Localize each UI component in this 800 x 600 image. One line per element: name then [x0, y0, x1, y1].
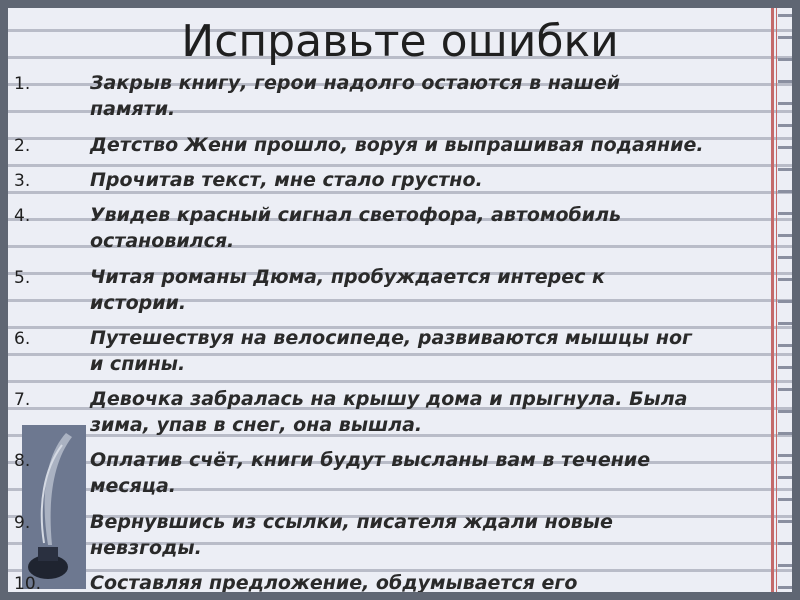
item-number: 2.: [14, 136, 31, 156]
item-line: Путешествуя на велосипеде, развиваются мышцы ног: [90, 327, 692, 349]
slide-title: Исправьте ошибки: [181, 16, 619, 67]
item-line: и спины.: [90, 353, 186, 375]
item-number: 10.: [14, 574, 42, 592]
item-line: Составляя предложение, обдумывается его: [90, 572, 578, 592]
item-line: месяца.: [90, 475, 177, 497]
item-line: истории.: [90, 292, 187, 314]
item-number: 7.: [14, 390, 31, 410]
quill-inkwell-icon: [22, 425, 86, 589]
item-line: Закрыв книгу, герои надолго остаются в нашей: [90, 72, 621, 94]
item-line: невзгоды.: [90, 537, 202, 559]
item-line: Оплатив счёт, книги будут высланы вам в течение: [90, 449, 651, 471]
item-line: Девочка забралась на крышу дома и прыгнула. Была: [90, 388, 688, 410]
item-line: остановился.: [90, 230, 235, 252]
item-number: 6.: [14, 329, 31, 349]
item-line: Детство Жени прошло, воруя и выпрашивая подаяние.: [90, 134, 704, 156]
item-number: 8.: [14, 451, 31, 471]
binding-dots: [778, 8, 792, 592]
item-line: зима, упав в снег, она вышла.: [90, 414, 423, 436]
item-line: Читая романы Дюма, пробуждается интерес к: [90, 266, 605, 288]
item-number: 3.: [14, 171, 31, 191]
item-number: 5.: [14, 268, 31, 288]
slide: [8, 8, 792, 592]
item-line: Увидев красный сигнал светофора, автомобиль: [90, 204, 622, 226]
item-line: памяти.: [90, 98, 176, 120]
item-line: Вернувшись из ссылки, писателя ждали новые: [90, 511, 613, 533]
item-number: 9.: [14, 513, 31, 533]
item-number: 4.: [14, 206, 31, 226]
item-line: Прочитав текст, мне стало грустно.: [90, 169, 483, 191]
item-number: 1.: [14, 74, 31, 94]
